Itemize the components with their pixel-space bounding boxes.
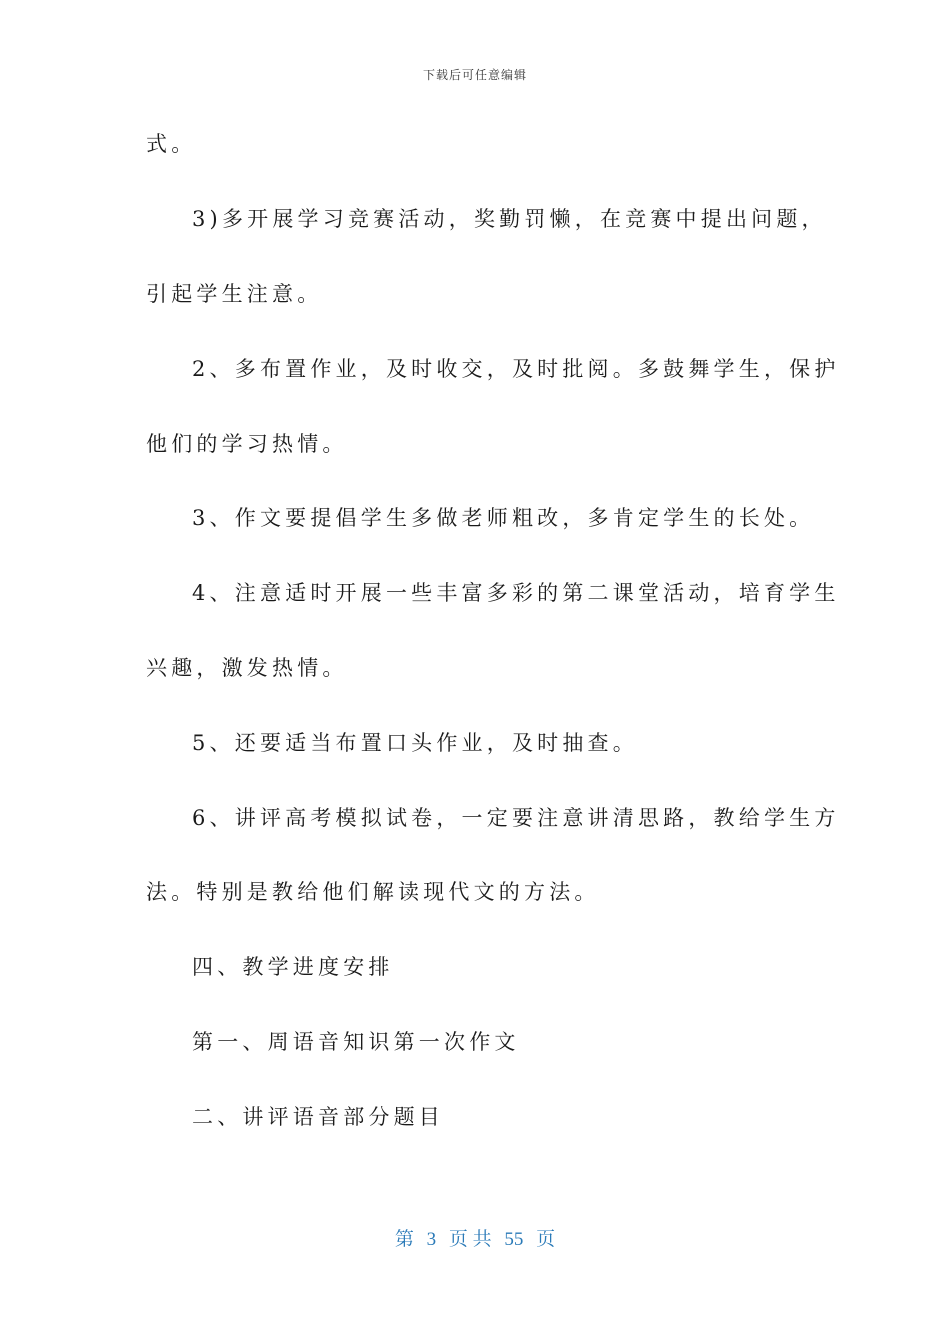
text-line: 第一、周语音知识第一次作文 xyxy=(192,1030,520,1054)
text-line: 引起学生注意。 xyxy=(146,282,323,306)
page-footer xyxy=(0,1224,950,1251)
section-heading: 四、教学进度安排 xyxy=(192,955,394,979)
text-line: 3)多开展学习竞赛活动，奖勤罚懒，在竞赛中提出问题， xyxy=(192,207,827,231)
text-line: 3、作文要提倡学生多做老师粗改，多肯定学生的长处。 xyxy=(192,506,815,530)
text-line: 二、讲评语音部分题目 xyxy=(192,1105,444,1129)
footer-suffix: 页 xyxy=(536,1229,556,1250)
text-line: 4、注意适时开展一些丰富多彩的第二课堂活动，培育学生 xyxy=(192,581,840,605)
text-line: 他们的学习热情。 xyxy=(146,432,348,456)
text-line: 6、讲评高考模拟试卷，一定要注意讲清思路，教给学生方 xyxy=(192,806,840,830)
footer-prefix: 第 xyxy=(394,1229,414,1250)
current-page-number: 3 xyxy=(426,1229,437,1250)
text-line: 兴趣，激发热情。 xyxy=(146,656,348,680)
text-line: 2、多布置作业，及时收交，及时批阅。多鼓舞学生，保护 xyxy=(192,357,840,381)
page-header: 下载后可任意编辑 xyxy=(422,68,527,82)
text-line: 法。特别是教给他们解读现代文的方法。 xyxy=(146,880,600,904)
total-page-count: 55 xyxy=(504,1229,524,1250)
text-line: 式。 xyxy=(146,132,197,156)
text-line: 5、还要适当布置口头作业，及时抽查。 xyxy=(192,731,638,755)
footer-middle: 页 共 xyxy=(448,1229,492,1250)
